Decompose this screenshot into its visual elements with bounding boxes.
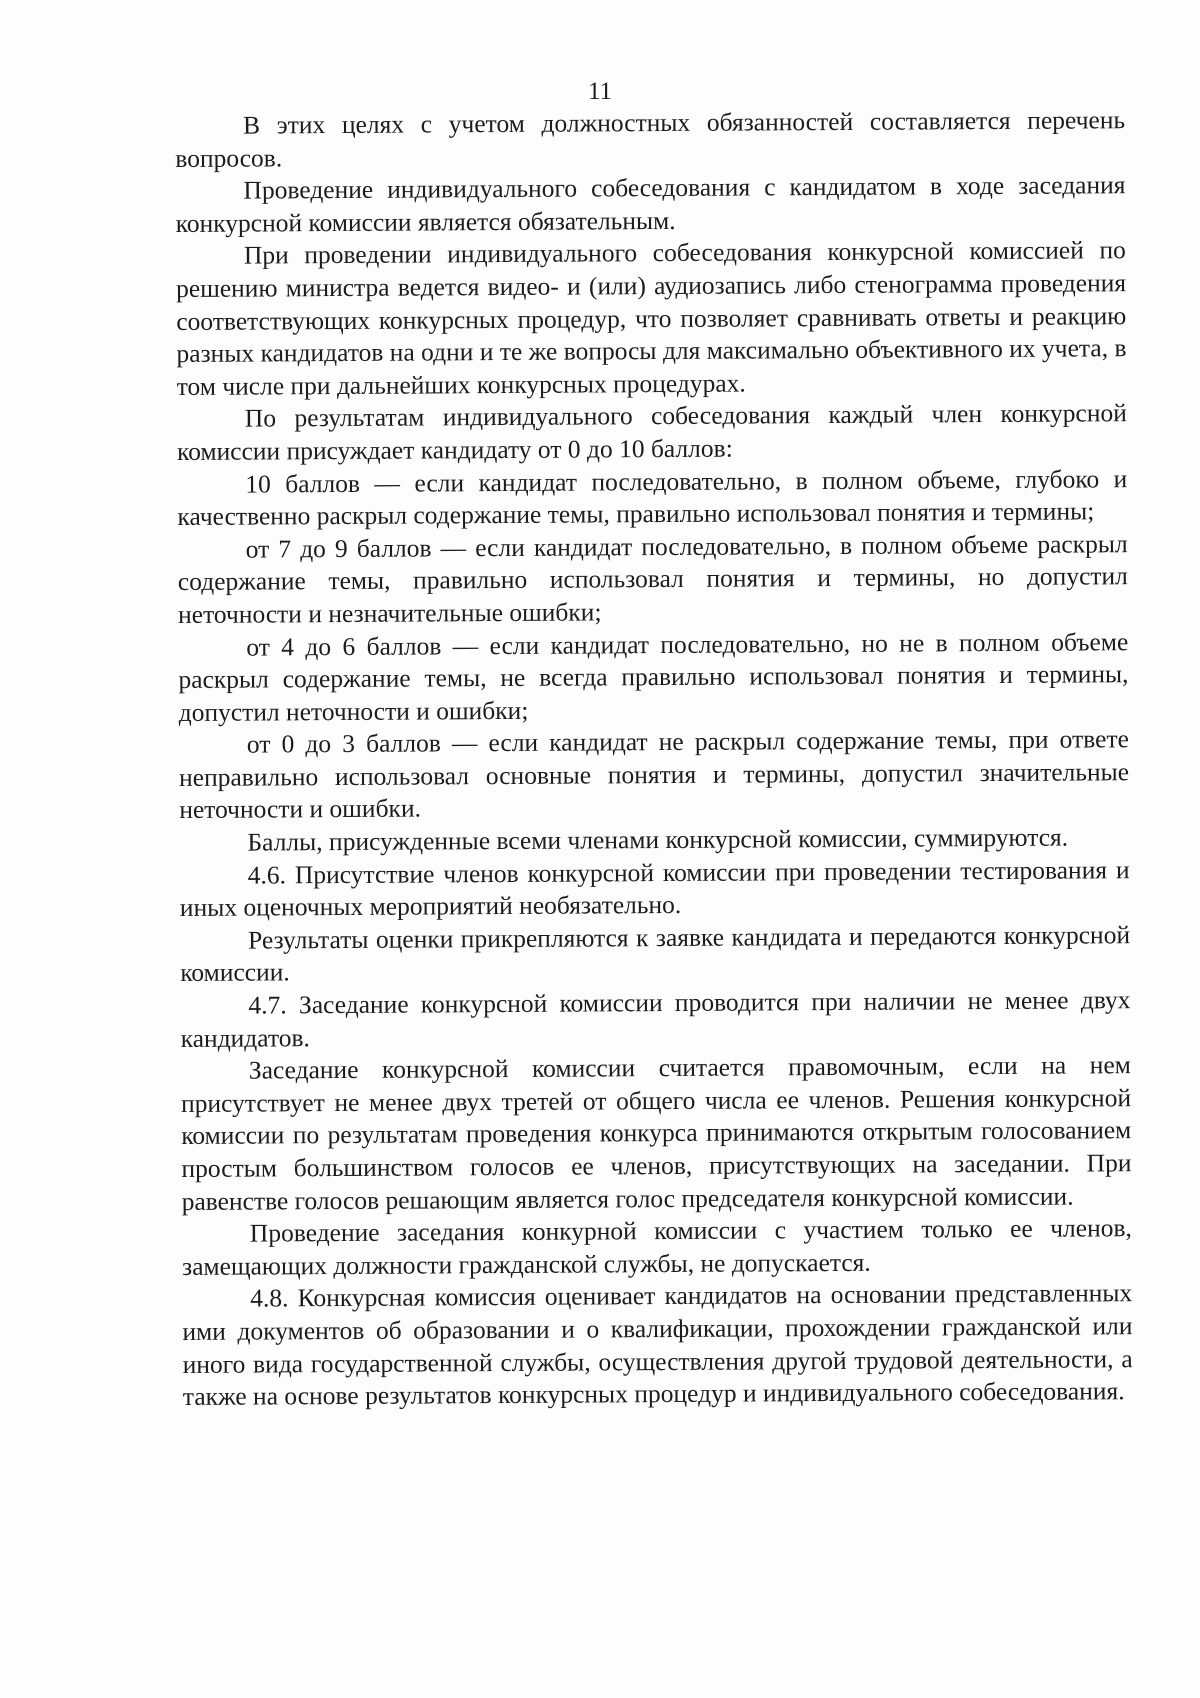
paragraph-score-10: 10 баллов — если кандидат последовательно, в полном объеме, глубоко и качественно раскрыл содержание темы, правильно использовал понятия и термины;	[177, 463, 1128, 532]
paragraph-section-4-6: 4.6. Присутствие членов конкурсной комиссии при проведении тестирования и иных оценочных мероприятий необязательно.	[179, 854, 1130, 923]
paragraph-civil-service-members: Проведение заседания конкурной комиссии с участием только ее членов, замещающих должности гражданской службы, не допускается.	[181, 1213, 1132, 1281]
paragraph-quorum: Заседание конкурсной комиссии считается правомочным, если на нем присутствует не менее двух третей от общего числа ее членов. Решения конкурсной комиссии по результатам проведения конкурса принимаются открытым голосованием простым большинством голосов ее членов, присутствующих на заседании. При равенстве голосов решающим является голос председателя конкурсной комиссии.	[180, 1050, 1132, 1216]
paragraph-section-4-7: 4.7. Заседание конкурсной комиссии проводится при наличии не менее двух кандидатов.	[180, 985, 1131, 1053]
paragraph-scoring-intro: По результатам индивидуального собеседования каждый член конкурсной комиссии присуждает кандидату от 0 до 10 баллов:	[176, 398, 1127, 466]
paragraph-interview-mandatory: Проведение индивидуального собеседования с кандидатом в ходе заседания конкурсной комиссии является обязательным.	[175, 170, 1126, 238]
paragraph-recording: При проведении индивидуального собеседования конкурсной комиссией по решению министра ведется видео- и (или) аудиозапись либо стенограмма проведения соответствующих конкурсных процедур, что позволяет сравнивать ответы и реакцию разных кандидатов на одни и те же вопросы для максимально объективного их учета, в том числе при дальнейших конкурсных процедурах.	[176, 235, 1127, 401]
paragraph-score-0-3: от 0 до 3 баллов — если кандидат не раскрыл содержание темы, при ответе неправильно использовал основные понятия и термины, допустил значительные неточности и ошибки.	[178, 724, 1130, 825]
paragraph-results-attached: Результаты оценки прикрепляются к заявке кандидата и передаются конкурсной комиссии.	[180, 920, 1131, 988]
paragraph-scores-summed: Баллы, присужденные всеми членами конкурсной комиссии, суммируются.	[247, 822, 1069, 857]
page-number: 11	[587, 78, 613, 105]
paragraph-section-4-8: 4.8. Конкурсная комиссия оценивает кандидатов на основании представленных ими документов об образовании и о квалификации, прохождении гражданской или иного вида государственной службы, осуществления другой трудовой деятельности, а также на основе результатов конкурсных процедур и индивидуального собеседования.	[182, 1278, 1133, 1412]
paragraph-purpose: В этих целях с учетом должностных обязанностей составляется перечень вопросов.	[175, 105, 1126, 173]
paragraph-score-4-6: от 4 до 6 баллов — если кандидат последовательно, но не в полном объеме раскрыл содержание темы, не всегда правильно использовал понятия и термины, допустил неточности и ошибки;	[178, 626, 1129, 727]
paragraph-score-7-9: от 7 до 9 баллов — если кандидат последовательно, в полном объеме раскрыл содержание темы, правильно использовал понятия и термины, но допустил неточности и незначительные ошибки;	[177, 528, 1128, 629]
document-body	[175, 104, 1133, 1414]
